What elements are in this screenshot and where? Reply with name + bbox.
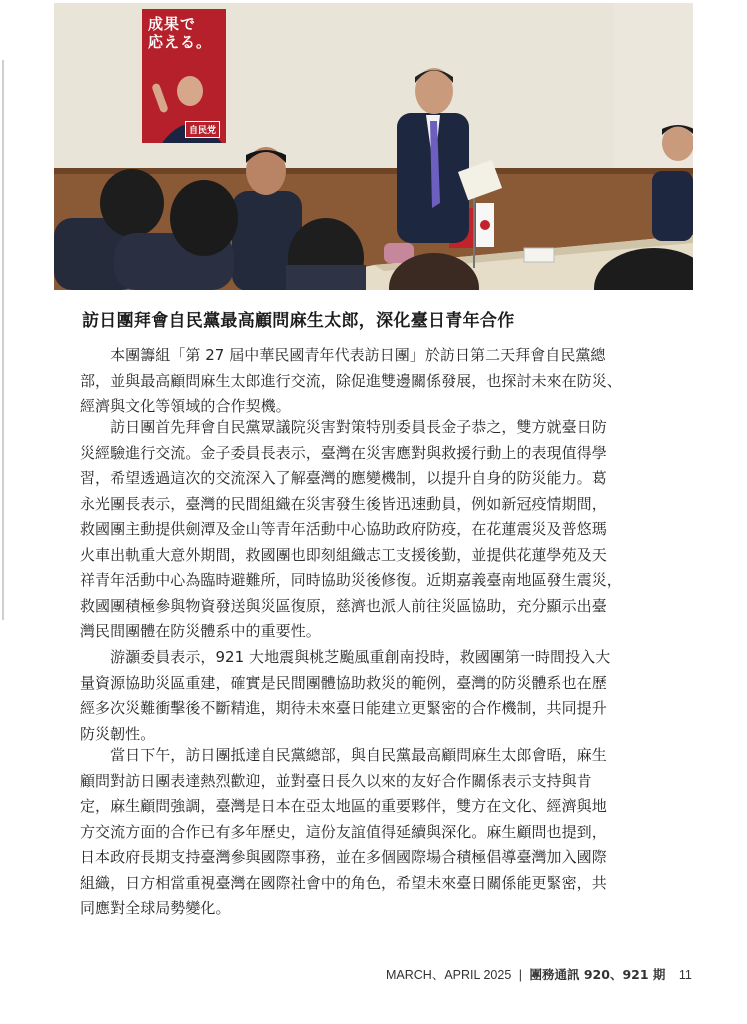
paragraph-line: 組織，日方相當重視臺灣在國際社會中的角色，希望未來臺日關係能更緊密，共 bbox=[80, 873, 607, 892]
poster-party-label: 自民党 bbox=[185, 121, 220, 138]
paragraph-line: 救國團主動提供劍潭及金山等青年活動中心協助政府防疫，在花蓮震災及普悠瑪 bbox=[80, 520, 607, 538]
paragraph-line: 當日下午，訪日團抵達自民黨總部，與自民黨最高顧問麻生太郎會晤，麻生 bbox=[80, 746, 607, 764]
paragraph-2 bbox=[80, 415, 692, 645]
paragraph-line: 部，並與最高顧問麻生太郎進行交流，除促進雙邊關係發展，也探討未來在防災、 bbox=[80, 371, 622, 390]
paragraph-line: 火車出軌重大意外期間，救國團也即刻組織志工支援後勤，並提供花蓮學苑及天 bbox=[80, 545, 607, 564]
paragraph-1 bbox=[80, 343, 692, 420]
paragraph-4 bbox=[80, 743, 692, 922]
page-footer bbox=[386, 965, 692, 983]
paragraph-line: 定，麻生顧問強調，臺灣是日本在亞太地區的重要夥伴，雙方在文化、經濟與地 bbox=[80, 797, 607, 815]
page-edge-rule bbox=[2, 60, 4, 620]
paragraph-line: 習，希望透過這次的交流深入了解臺灣的應變機制，以提升自身的防災能力。葛 bbox=[80, 469, 607, 487]
paragraph-3 bbox=[80, 645, 692, 747]
footer-separator: | bbox=[518, 968, 523, 982]
paragraph-line: 方交流方面的合作已有多年歷史，這份友誼值得延續與深化。麻生顧問也提到， bbox=[80, 822, 607, 841]
paragraph-line: 經多次災難衝擊後不斷精進，期待未來臺日能建立更緊密的合作機制，共同提升 bbox=[80, 699, 607, 717]
paragraph-line: 灣民間團體在防災體系中的重要性。 bbox=[80, 622, 321, 640]
paragraph-line: 災經驗進行交流。金子委員長表示，臺灣在災害應對與救援行動上的表現值得學 bbox=[80, 443, 607, 462]
paragraph-line: 訪日團首先拜會自民黨眾議院災害對策特別委員長金子恭之，雙方就臺日防 bbox=[80, 418, 607, 436]
poster-slogan-line-2: 応える。 bbox=[148, 33, 213, 51]
paragraph-line: 日本政府長期支持臺灣參與國際事務，並在多個國際場合積極倡導臺灣加入國際 bbox=[80, 848, 607, 866]
paragraph-line: 游灝委員表示，921 大地震與桃芝颱風重創南投時，救國團第一時間投入大 bbox=[80, 648, 611, 666]
paragraph-line: 祥青年活動中心為臨時避難所，同時協助災後修復。近期嘉義臺南地區發生震災， bbox=[80, 571, 622, 589]
paragraph-line: 防災韌性。 bbox=[80, 724, 156, 743]
paragraph-line: 顧問對訪日團表達熱烈歡迎，並對臺日長久以來的友好合作關係表示支持與肯 bbox=[80, 771, 592, 790]
footer-date: MARCH、APRIL 2025 bbox=[386, 968, 512, 982]
meeting-photo bbox=[54, 3, 693, 290]
footer-publication: 團務通訊 920、921 期 bbox=[529, 967, 666, 982]
paragraph-line: 救國團積極參與物資發送與災區復原，慈濟也派人前往災區協助，充分顯示出臺 bbox=[80, 596, 607, 615]
paragraph-line: 本團籌組「第 27 屆中華民國青年代表訪日團」於訪日第二天拜會自民黨總 bbox=[80, 346, 606, 364]
paragraph-line: 經濟與文化等領域的合作契機。 bbox=[80, 397, 291, 415]
page-number: 11 bbox=[678, 968, 692, 982]
paragraph-line: 同應對全球局勢變化。 bbox=[80, 899, 231, 917]
poster-slogan-line-1: 成果で bbox=[148, 15, 197, 33]
paragraph-line: 量資源協助災區重建，確實是民間團體協助救災的範例，臺灣的防災體系也在歷 bbox=[80, 673, 607, 692]
paragraph-line: 永光團長表示，臺灣的民間組織在災害發生後皆迅速動員，例如新冠疫情期間， bbox=[80, 494, 607, 513]
photo-caption: 訪日團拜會自民黨最高顧問麻生太郎，深化臺日青年合作 bbox=[82, 311, 515, 331]
campaign-poster bbox=[142, 9, 226, 143]
